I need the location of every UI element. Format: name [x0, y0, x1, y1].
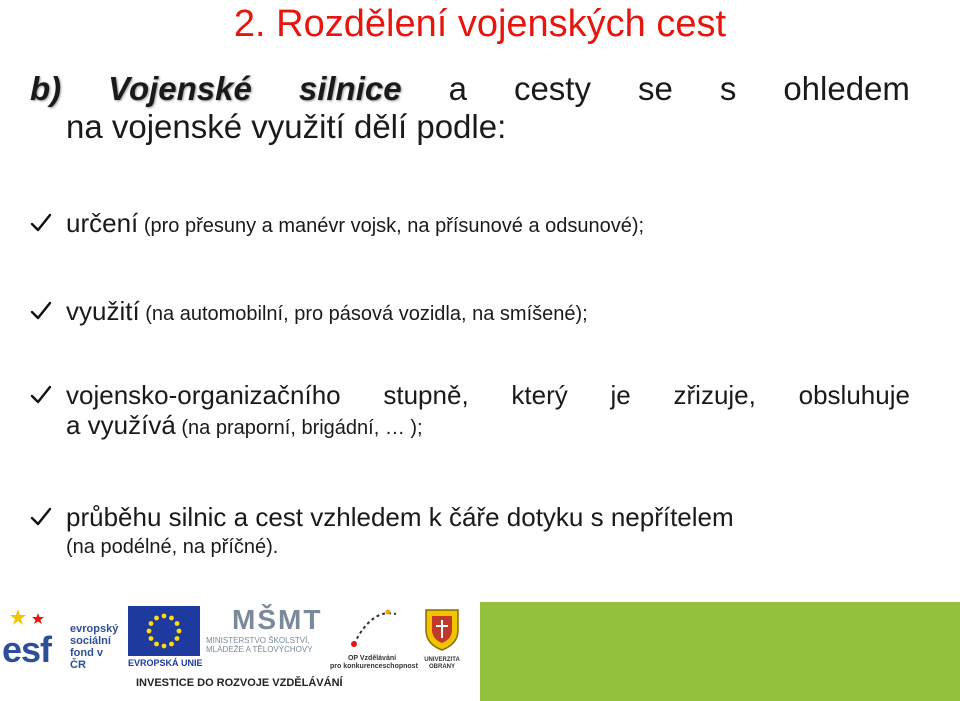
bullet-word: vojensko-organizačního	[66, 380, 341, 410]
esf-logo	[2, 607, 120, 673]
op-logo	[330, 606, 418, 670]
op-line: pro konkurenceschopnost	[330, 663, 418, 670]
msmt-logo	[206, 604, 324, 666]
bullet-line-1: průběhu silnic a cest vzhledem k čáře dotyku s nepřítelem	[66, 502, 734, 532]
eu-stars	[128, 606, 200, 656]
bullet-word: je	[610, 380, 631, 410]
eu-flag-icon	[128, 606, 200, 656]
check-icon	[30, 506, 52, 528]
bullet-lead: a využívá	[66, 410, 176, 440]
check-icon	[30, 212, 52, 234]
intro-line-1	[30, 70, 910, 108]
bullet-lead: využití	[66, 296, 140, 326]
bullet-word: stupně,	[383, 380, 469, 410]
green-band	[480, 602, 960, 701]
check-icon	[30, 300, 52, 322]
esf-line: evropský	[70, 623, 119, 635]
msmt-line: MINISTERSTVO ŠKOLSTVÍ,	[206, 636, 310, 645]
intro-emphasis-1: b)	[30, 70, 62, 107]
bullet-lead: určení	[66, 208, 139, 238]
op-line: OP Vzdělávání	[347, 655, 397, 662]
esf-stars-icon	[8, 607, 58, 629]
bullet-detail: (na automobilní, pro pásová vozidla, na smíšené);	[139, 303, 588, 325]
esf-letters: esf	[2, 629, 52, 670]
bullet-line-1	[66, 380, 910, 410]
university-logo	[418, 606, 466, 670]
invest-text: INVESTICE DO ROZVOJE VZDĚLÁVÁNÍ	[136, 677, 343, 689]
op-logo-icon	[330, 606, 414, 650]
msmt-line: MLÁDEŽE A TĚLOVÝCHOVY	[206, 645, 313, 654]
intro-word: ohledem	[783, 70, 910, 107]
university-crest-icon	[418, 606, 466, 652]
esf-line: sociální	[70, 635, 111, 647]
bullet-detail: (pro přesuny a manévr vojsk, na přísunové a odsunové);	[138, 215, 645, 237]
bullet-word: který	[511, 380, 568, 410]
eu-label: EVROPSKÁ UNIE	[128, 658, 203, 668]
intro-word: se	[637, 70, 673, 107]
bullet-prubeh	[30, 502, 910, 562]
eu-logo	[128, 606, 203, 668]
intro-emphasis-2: Vojenské	[108, 70, 252, 107]
bullet-urceni	[30, 208, 910, 243]
check-icon	[30, 384, 52, 406]
intro-line-2: na vojenské využití dělí podle:	[66, 108, 507, 145]
footer-logos	[0, 602, 960, 701]
bullet-detail: (na praporní, brigádní, … );	[175, 417, 423, 439]
bullet-word: zřizuje,	[673, 380, 756, 410]
bullet-line-2	[66, 410, 910, 445]
intro-emphasis-3: silnice	[298, 70, 402, 107]
intro-word: cesty	[513, 70, 591, 107]
msmt-mark: MŠMT	[232, 604, 323, 635]
bullet-organizacni	[30, 380, 910, 445]
slide-title: 2. Rozdělení vojenských cest	[233, 3, 727, 45]
uo-line: OBRANY	[428, 664, 455, 670]
esf-line: fond v ČR	[70, 647, 103, 671]
bullet-word: obsluhuje	[798, 380, 910, 410]
intro-word: a	[448, 70, 467, 107]
intro-word: s	[719, 70, 737, 107]
uo-line: UNIVERZITA	[424, 657, 460, 663]
esf-text	[70, 623, 120, 671]
intro-paragraph	[30, 70, 910, 146]
bullet-line-2: (na podélné, na příčné).	[66, 536, 279, 558]
bullet-vyuziti	[30, 296, 910, 331]
